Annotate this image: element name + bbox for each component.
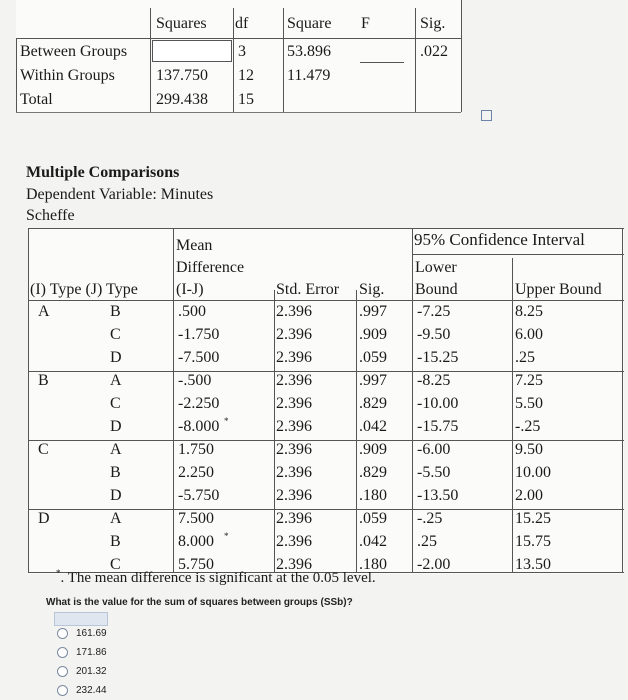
mc-cell-sig: .059 xyxy=(359,510,387,527)
mc-header-lower: Lower xyxy=(415,259,457,276)
radio-icon[interactable] xyxy=(57,647,68,658)
option-201-32[interactable]: 201.32 xyxy=(57,666,107,677)
option-171-86[interactable]: 171.86 xyxy=(57,647,107,658)
mc-method: Scheffe xyxy=(26,207,75,224)
mc-cell-ub: 7.25 xyxy=(515,372,543,389)
mc-cell-i: D xyxy=(38,510,50,527)
mc-cell-j: A xyxy=(110,441,122,458)
mc-cell-j: B xyxy=(110,533,121,550)
mc-cell-ub: -.25 xyxy=(515,418,541,435)
mc-cell-sig: .997 xyxy=(359,372,387,389)
mc-cell-i: C xyxy=(38,441,49,458)
mc-header-bound: Bound xyxy=(415,281,458,298)
mc-cell-se: 2.396 xyxy=(276,418,312,435)
anova-ss-between-blank xyxy=(152,40,232,62)
mc-cell-se: 2.396 xyxy=(276,556,312,573)
mc-cell-lb: .25 xyxy=(417,533,437,550)
mc-cell-sig: .829 xyxy=(359,464,387,481)
anova-sig: .022 xyxy=(420,43,448,60)
resize-handle-icon[interactable] xyxy=(481,110,492,121)
mc-header-ij: (I-J) xyxy=(176,281,204,298)
anova-ms: 53.896 xyxy=(287,43,331,60)
mc-cell-md: -7.500 xyxy=(178,349,220,366)
anova-table xyxy=(0,0,628,118)
mc-cell-md: -8.000 xyxy=(178,418,220,435)
anova-header-sig: Sig. xyxy=(420,15,446,32)
anova-ms: 11.479 xyxy=(287,67,331,84)
anova-df: 15 xyxy=(238,91,254,108)
mc-cell-se: 2.396 xyxy=(276,464,312,481)
mc-cell-sig: .180 xyxy=(359,487,387,504)
mc-cell-md: -.500 xyxy=(178,372,212,389)
mc-cell-md: 7.500 xyxy=(178,510,214,527)
mc-header-std-error: Std. Error xyxy=(276,281,340,298)
mc-title: Multiple Comparisons xyxy=(26,164,180,181)
mc-cell-md: -1.750 xyxy=(178,326,220,343)
mc-cell-md: 8.000 xyxy=(178,533,214,550)
anova-ss: 299.438 xyxy=(156,91,208,108)
mc-footnote: *. The mean difference is significant at the 0.05 level. xyxy=(56,568,376,586)
mc-cell-j: B xyxy=(110,464,121,481)
mc-cell-j: D xyxy=(110,487,122,504)
mc-cell-i: A xyxy=(38,303,50,320)
anova-df: 3 xyxy=(238,43,246,60)
mc-cell-ub: 2.00 xyxy=(515,487,543,504)
mc-cell-j: D xyxy=(110,418,122,435)
mc-cell-ub: 13.50 xyxy=(515,556,551,573)
option-232-44[interactable]: 232.44 xyxy=(57,685,107,696)
anova-row-label: Within Groups xyxy=(20,67,115,84)
mc-header-sig: Sig. xyxy=(359,281,385,298)
question-text: What is the value for the sum of squares between groups (SSb)? xyxy=(46,597,353,608)
mc-cell-md: -5.750 xyxy=(178,487,220,504)
mc-header-upper-bound: Upper Bound xyxy=(515,281,602,298)
mc-cell-md: .500 xyxy=(178,303,206,320)
mc-cell-ub: .25 xyxy=(515,349,535,366)
mc-header-ci: 95% Confidence Interval xyxy=(414,230,585,249)
mc-cell-se: 2.396 xyxy=(276,326,312,343)
mc-cell-j: A xyxy=(110,372,122,389)
radio-icon[interactable] xyxy=(57,666,68,677)
mc-cell-ub: 15.25 xyxy=(515,510,551,527)
mc-cell-lb: -15.25 xyxy=(417,349,459,366)
option-161-69[interactable]: 161.69 xyxy=(57,628,107,639)
mc-cell-sig: .997 xyxy=(359,303,387,320)
mc-cell-sig: .042 xyxy=(359,418,387,435)
mc-cell-sig: .909 xyxy=(359,441,387,458)
mc-cell-i: B xyxy=(38,372,49,389)
mc-cell-ub: 5.50 xyxy=(515,395,543,412)
mc-cell-se: 2.396 xyxy=(276,349,312,366)
mc-cell-j: C xyxy=(110,326,121,343)
mc-cell-sig: .180 xyxy=(359,556,387,573)
mc-cell-lb: -.25 xyxy=(417,510,443,527)
mc-cell-j: D xyxy=(110,349,122,366)
mc-cell-ub: 8.25 xyxy=(515,303,543,320)
mc-header-types: (I) Type (J) Type xyxy=(30,281,138,298)
mc-cell-lb: -9.50 xyxy=(417,326,451,343)
mc-cell-sig: .909 xyxy=(359,326,387,343)
mc-cell-se: 2.396 xyxy=(276,510,312,527)
mc-cell-se: 2.396 xyxy=(276,533,312,550)
mc-cell-md: 1.750 xyxy=(178,441,214,458)
mc-cell-lb: -6.00 xyxy=(417,441,451,458)
mc-cell-se: 2.396 xyxy=(276,487,312,504)
mc-cell-j: C xyxy=(110,395,121,412)
mc-cell-lb: -15.75 xyxy=(417,418,459,435)
mc-cell-se: 2.396 xyxy=(276,372,312,389)
mc-cell-lb: -2.00 xyxy=(417,556,451,573)
mc-cell-sig: .059 xyxy=(359,349,387,366)
mc-cell-md: 5.750 xyxy=(178,556,214,573)
mc-cell-md: -2.250 xyxy=(178,395,220,412)
mc-cell-se: 2.396 xyxy=(276,395,312,412)
mc-header-mean: Mean xyxy=(176,237,213,254)
mc-cell-j: C xyxy=(110,556,121,573)
multiple-comparisons-table: Mean Difference (I-J) (I) Type (J) Type Std. Error Sig. 95% Confidence Interval Lower Bound Upper Bound A B .500 2.396 .997 -7.25 8.25 C -1.750 2.396 .909 -9.50 6.00 D -7.500 2.396 .059 -15.25 .25 B A -.500 2.396 .997 -8.25 7.25 C -2.250 2.396 .829 -10.00 5.50 D -8.000 * 2.396 .042 -15.75 -.25 C A 1.750 2.396 .909 -6.00 9.50 B 2.250 2.396 .829 -5.50 10.00 D -5.750 2.396 .180 -13.50 2.00 D A 7.500 2.396 .059 -.25 15.25 B 8.000 * 2.396 .042 .25 15.75 C 5.750 2.396 .180 -2.00 13.50 xyxy=(28,228,624,574)
mc-cell-sig: .042 xyxy=(359,533,387,550)
anova-ss: 137.750 xyxy=(156,67,208,84)
mc-cell-ub: 9.50 xyxy=(515,441,543,458)
radio-icon[interactable] xyxy=(57,685,68,696)
anova-header-f: F xyxy=(361,15,370,32)
mc-cell-ub: 15.75 xyxy=(515,533,551,550)
mc-cell-sig: .829 xyxy=(359,395,387,412)
anova-row-label: Total xyxy=(20,91,53,108)
radio-icon[interactable] xyxy=(57,628,68,639)
anova-header-df: df xyxy=(235,15,249,32)
mc-cell-se: 2.396 xyxy=(276,303,312,320)
mc-cell-lb: -5.50 xyxy=(417,464,451,481)
mc-cell-ub: 10.00 xyxy=(515,464,551,481)
mc-cell-lb: -7.25 xyxy=(417,303,451,320)
mc-header-difference: Difference xyxy=(176,259,245,276)
mc-cell-md: 2.250 xyxy=(178,464,214,481)
mc-cell-ub: 6.00 xyxy=(515,326,543,343)
answer-highlight xyxy=(54,612,108,626)
mc-cell-se: 2.396 xyxy=(276,441,312,458)
anova-header-squares: Squares xyxy=(156,15,207,32)
mc-dependent: Dependent Variable: Minutes xyxy=(26,186,214,203)
mc-cell-lb: -13.50 xyxy=(417,487,459,504)
mc-cell-lb: -8.25 xyxy=(417,372,451,389)
mc-cell-j: A xyxy=(110,510,122,527)
mc-cell-j: B xyxy=(110,303,121,320)
anova-df: 12 xyxy=(238,67,254,84)
mc-cell-lb: -10.00 xyxy=(417,395,459,412)
anova-header-square: Square xyxy=(287,15,332,32)
anova-row-label: Between Groups xyxy=(20,43,128,60)
